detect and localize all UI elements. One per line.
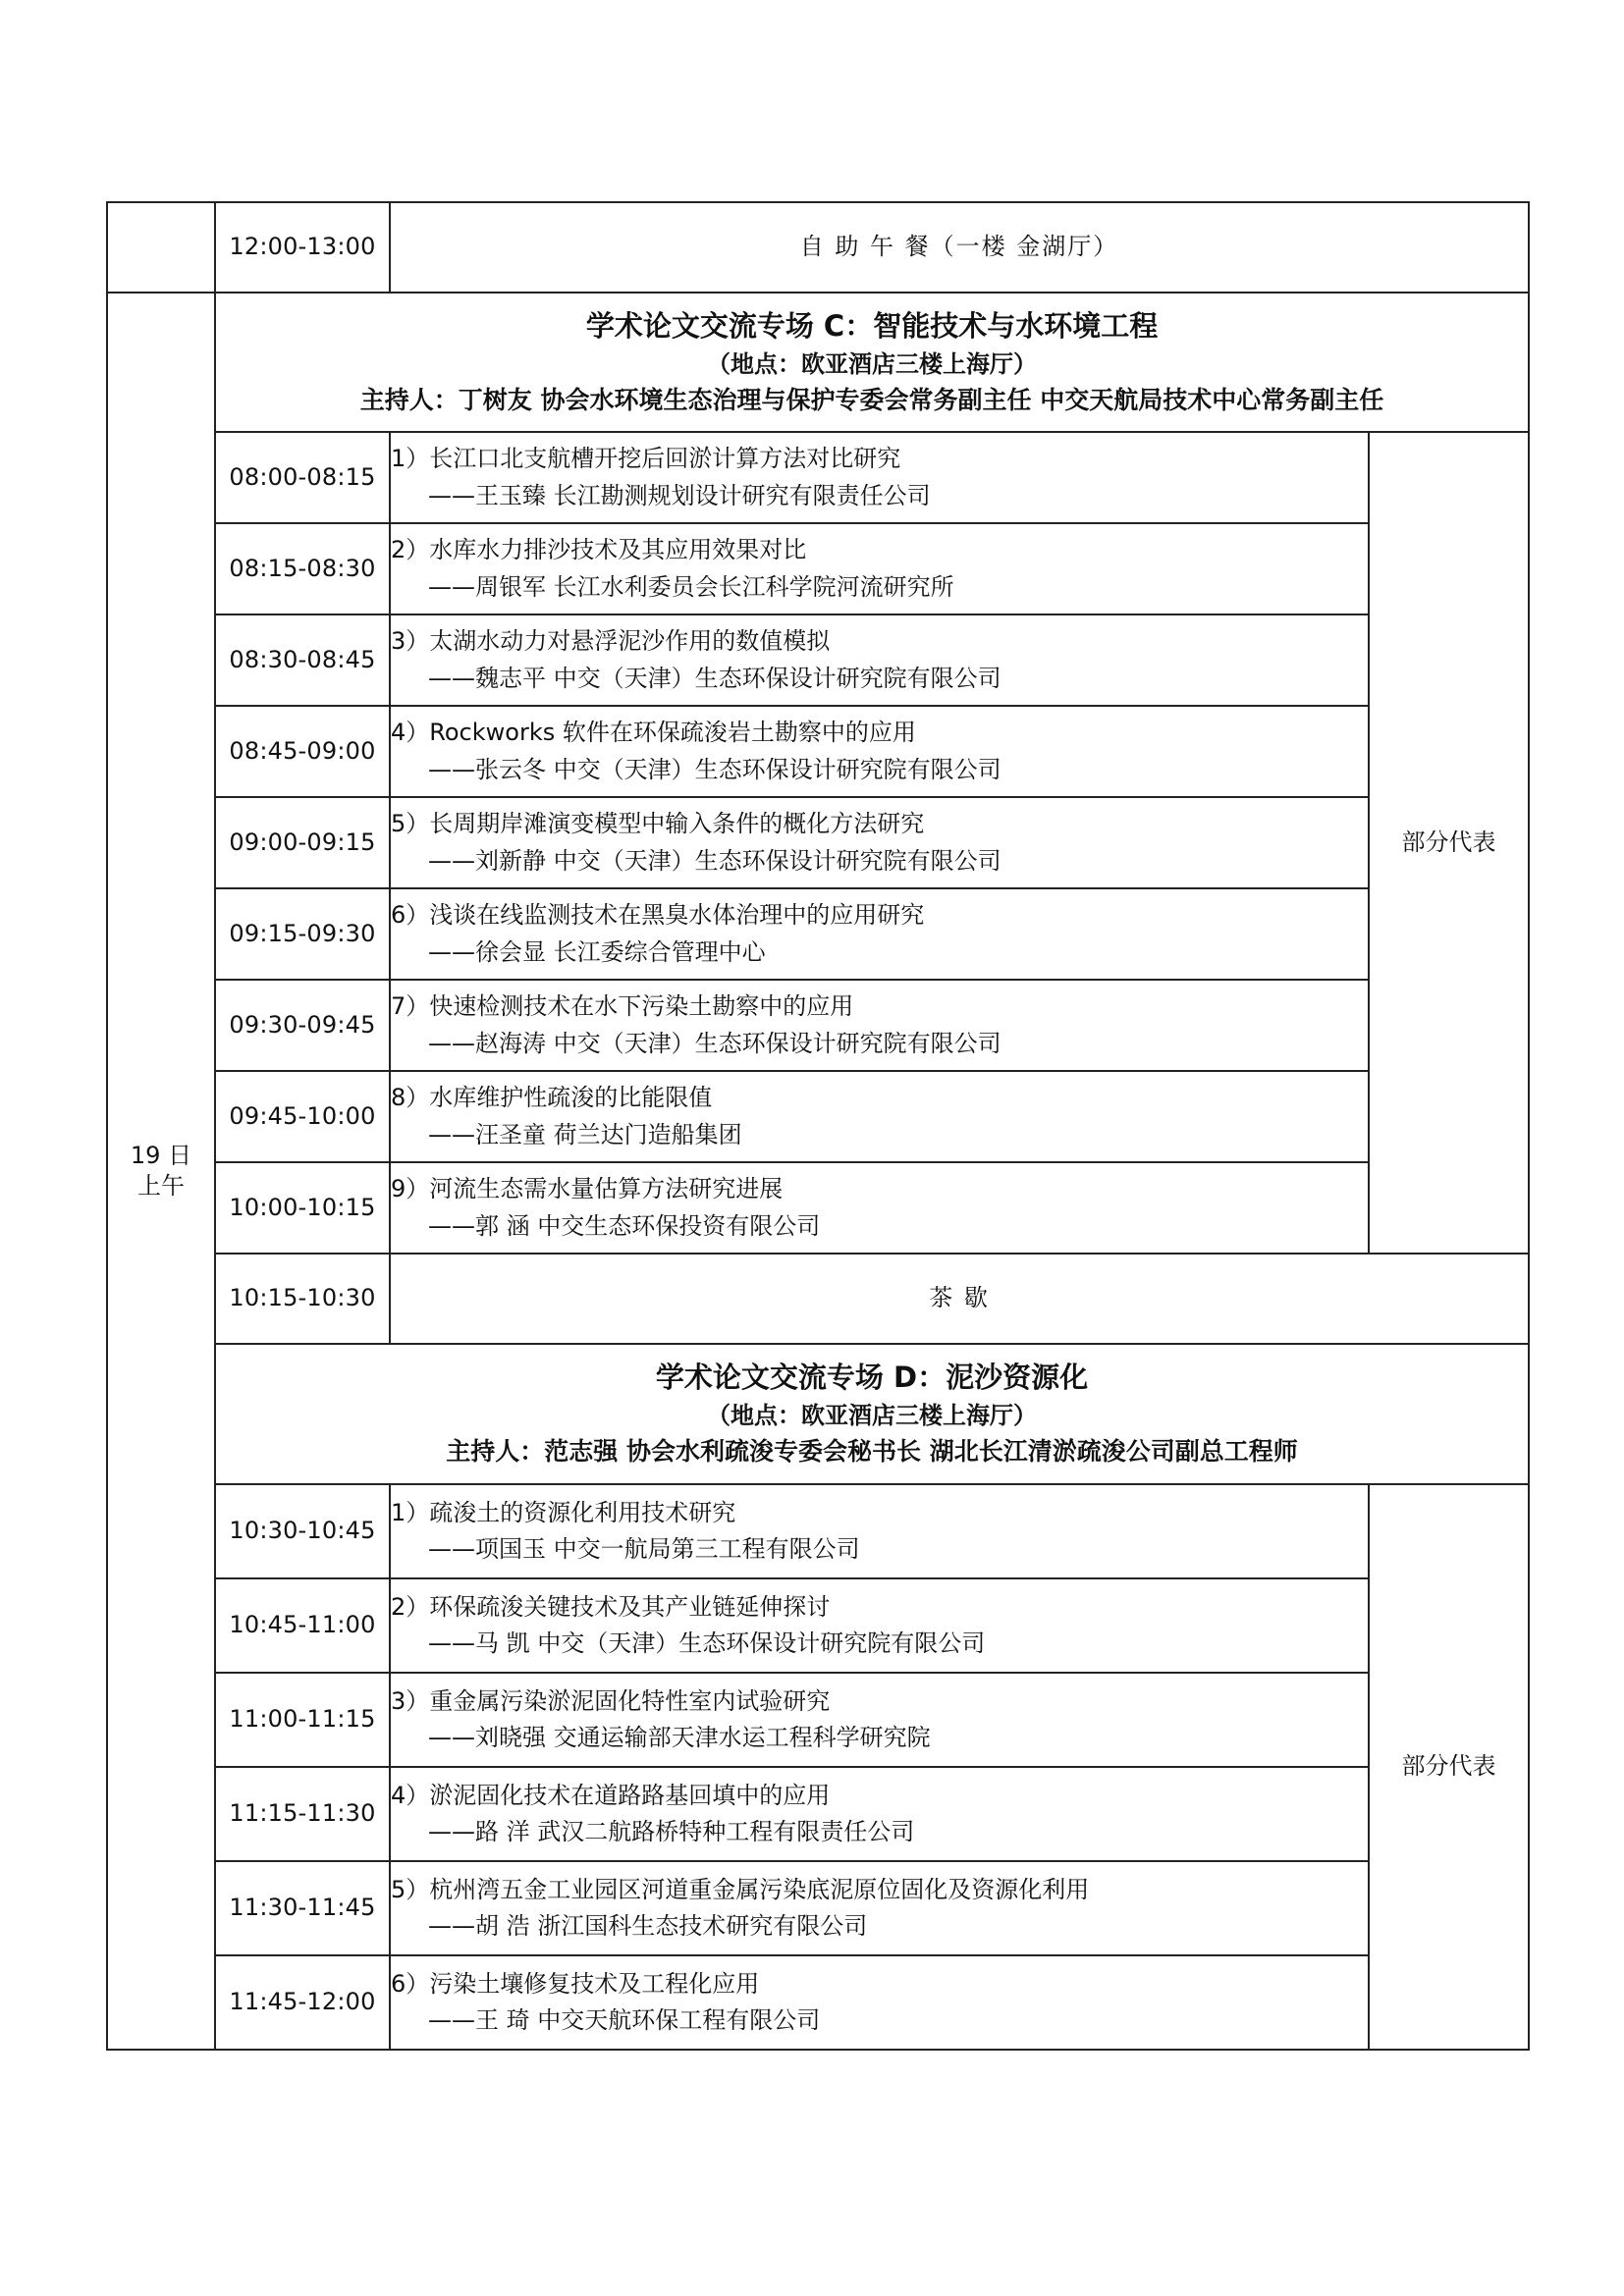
talk-speaker: ——周银军 长江水利委员会长江科学院河流研究所 xyxy=(428,572,954,601)
talk-time: 11:30-11:45 xyxy=(215,1861,390,1955)
talk-time: 11:00-11:15 xyxy=(215,1673,390,1767)
schedule-table xyxy=(106,201,1530,2051)
session-c-host: 主持人：丁树友 协会水环境生态治理与保护专委会常务副主任 中交天航局技术中心常务副主任 xyxy=(359,385,1384,414)
table-row xyxy=(107,1955,1529,2050)
talk-time: 10:45-11:00 xyxy=(215,1578,390,1673)
session-c-location: （地点：欧亚酒店三楼上海厅） xyxy=(707,349,1037,378)
talk-time: 08:30-08:45 xyxy=(215,614,390,706)
talk-cell xyxy=(390,1955,1369,2050)
table-row xyxy=(107,706,1529,797)
table-row xyxy=(107,980,1529,1071)
day-label-period: 上午 xyxy=(137,1172,185,1200)
session-d-info xyxy=(215,1344,1529,1484)
talk-time: 09:15-09:30 xyxy=(215,888,390,980)
talk-title: 7）快速检测技术在水下污染土勘察中的应用 xyxy=(391,992,854,1021)
talk-cell xyxy=(390,706,1369,797)
session-c-participants: 部分代表 xyxy=(1369,432,1529,1254)
table-row xyxy=(107,432,1529,523)
empty-day-cell xyxy=(107,202,215,293)
talk-title: 6）浅谈在线监测技术在黑臭水体治理中的应用研究 xyxy=(391,901,925,930)
talk-speaker: ——赵海涛 中交（天津）生态环保设计研究院有限公司 xyxy=(428,1029,1001,1057)
talk-speaker: ——项国玉 中交一航局第三工程有限公司 xyxy=(428,1535,860,1563)
talk-cell xyxy=(390,1767,1369,1861)
talk-title: 4）Rockworks 软件在环保疏浚岩土勘察中的应用 xyxy=(391,719,916,747)
day-label xyxy=(107,293,215,2050)
talk-cell xyxy=(390,797,1369,888)
talk-speaker: ——汪圣童 荷兰达门造船集团 xyxy=(428,1120,742,1148)
talk-speaker: ——胡 浩 浙江国科生态技术研究有限公司 xyxy=(428,1912,868,1940)
session-d-location: （地点：欧亚酒店三楼上海厅） xyxy=(707,1402,1037,1430)
talk-title: 4）淤泥固化技术在道路路基回填中的应用 xyxy=(391,1781,831,1809)
table-row xyxy=(107,1071,1529,1162)
talk-cell xyxy=(390,888,1369,980)
session-d-header xyxy=(107,1344,1529,1484)
talk-speaker: ——路 洋 武汉二航路桥特种工程有限责任公司 xyxy=(428,1818,915,1845)
talk-speaker: ——张云冬 中交（天津）生态环保设计研究院有限公司 xyxy=(428,755,1001,783)
table-row xyxy=(107,1767,1529,1861)
table-row xyxy=(107,1484,1529,1578)
talk-title: 3）太湖水动力对悬浮泥沙作用的数值模拟 xyxy=(391,627,831,656)
talk-title: 2）水库水力排沙技术及其应用效果对比 xyxy=(391,536,807,564)
talk-title: 1）疏浚土的资源化利用技术研究 xyxy=(391,1498,736,1526)
talk-speaker: ——徐会显 长江委综合管理中心 xyxy=(428,937,766,966)
session-d-host: 主持人：范志强 协会水利疏浚专委会秘书长 湖北长江清淤疏浚公司副总工程师 xyxy=(446,1437,1298,1467)
session-d-title: 学术论文交流专场 D：泥沙资源化 xyxy=(655,1361,1089,1395)
tea-break-label: 茶 歇 xyxy=(390,1254,1529,1344)
table-row xyxy=(107,1578,1529,1673)
talk-time: 08:00-08:15 xyxy=(215,432,390,523)
talk-title: 5）杭州湾五金工业园区河道重金属污染底泥原位固化及资源化利用 xyxy=(391,1875,1090,1903)
session-c-info xyxy=(215,293,1529,432)
table-row xyxy=(107,1861,1529,1955)
talk-cell xyxy=(390,614,1369,706)
talk-speaker: ——马 凯 中交（天津）生态环保设计研究院有限公司 xyxy=(428,1629,986,1657)
talk-cell xyxy=(390,1861,1369,1955)
talk-cell xyxy=(390,1162,1369,1254)
talk-cell xyxy=(390,1071,1369,1162)
talk-speaker: ——刘晓强 交通运输部天津水运工程科学研究院 xyxy=(428,1724,931,1751)
talk-time: 09:30-09:45 xyxy=(215,980,390,1071)
table-row xyxy=(107,523,1529,614)
session-d-participants: 部分代表 xyxy=(1369,1484,1529,2050)
day-label-date: 19 日 xyxy=(130,1141,192,1169)
lunch-row xyxy=(107,202,1529,293)
tea-break-time: 10:15-10:30 xyxy=(215,1254,390,1344)
talk-time: 09:45-10:00 xyxy=(215,1071,390,1162)
talk-time: 10:30-10:45 xyxy=(215,1484,390,1578)
talk-speaker: ——郭 涵 中交生态环保投资有限公司 xyxy=(428,1211,821,1240)
talk-title: 8）水库维护性疏浚的比能限值 xyxy=(391,1084,713,1112)
tea-break-row xyxy=(107,1254,1529,1344)
lunch-time: 12:00-13:00 xyxy=(215,202,390,293)
talk-cell xyxy=(390,1673,1369,1767)
talk-cell xyxy=(390,1484,1369,1578)
talk-speaker: ——王 琦 中交天航环保工程有限公司 xyxy=(428,2006,821,2034)
talk-speaker: ——刘新静 中交（天津）生态环保设计研究院有限公司 xyxy=(428,846,1001,875)
talk-title: 3）重金属污染淤泥固化特性室内试验研究 xyxy=(391,1686,831,1715)
talk-title: 9）河流生态需水量估算方法研究进展 xyxy=(391,1175,784,1203)
talk-time: 10:00-10:15 xyxy=(215,1162,390,1254)
table-row xyxy=(107,797,1529,888)
talk-cell xyxy=(390,1578,1369,1673)
talk-time: 11:15-11:30 xyxy=(215,1767,390,1861)
talk-time: 08:15-08:30 xyxy=(215,523,390,614)
table-row xyxy=(107,614,1529,706)
table-row xyxy=(107,888,1529,980)
table-row xyxy=(107,1673,1529,1767)
talk-title: 6）污染土壤修复技术及工程化应用 xyxy=(391,1969,760,1998)
session-c-header xyxy=(107,293,1529,432)
talk-time: 08:45-09:00 xyxy=(215,706,390,797)
lunch-label: 自 助 午 餐（一楼 金湖厅） xyxy=(390,202,1529,293)
talk-time: 09:00-09:15 xyxy=(215,797,390,888)
talk-title: 1）长江口北支航槽开挖后回淤计算方法对比研究 xyxy=(391,445,901,473)
talk-time: 11:45-12:00 xyxy=(215,1955,390,2050)
talk-speaker: ——魏志平 中交（天津）生态环保设计研究院有限公司 xyxy=(428,664,1001,692)
talk-title: 2）环保疏浚关键技术及其产业链延伸探讨 xyxy=(391,1592,831,1621)
talk-title: 5）长周期岸滩演变模型中输入条件的概化方法研究 xyxy=(391,810,925,838)
table-row xyxy=(107,1162,1529,1254)
talk-cell xyxy=(390,523,1369,614)
session-c-title: 学术论文交流专场 C：智能技术与水环境工程 xyxy=(585,308,1159,343)
talk-speaker: ——王玉臻 长江勘测规划设计研究有限责任公司 xyxy=(428,481,931,509)
talk-cell xyxy=(390,432,1369,523)
talk-cell xyxy=(390,980,1369,1071)
